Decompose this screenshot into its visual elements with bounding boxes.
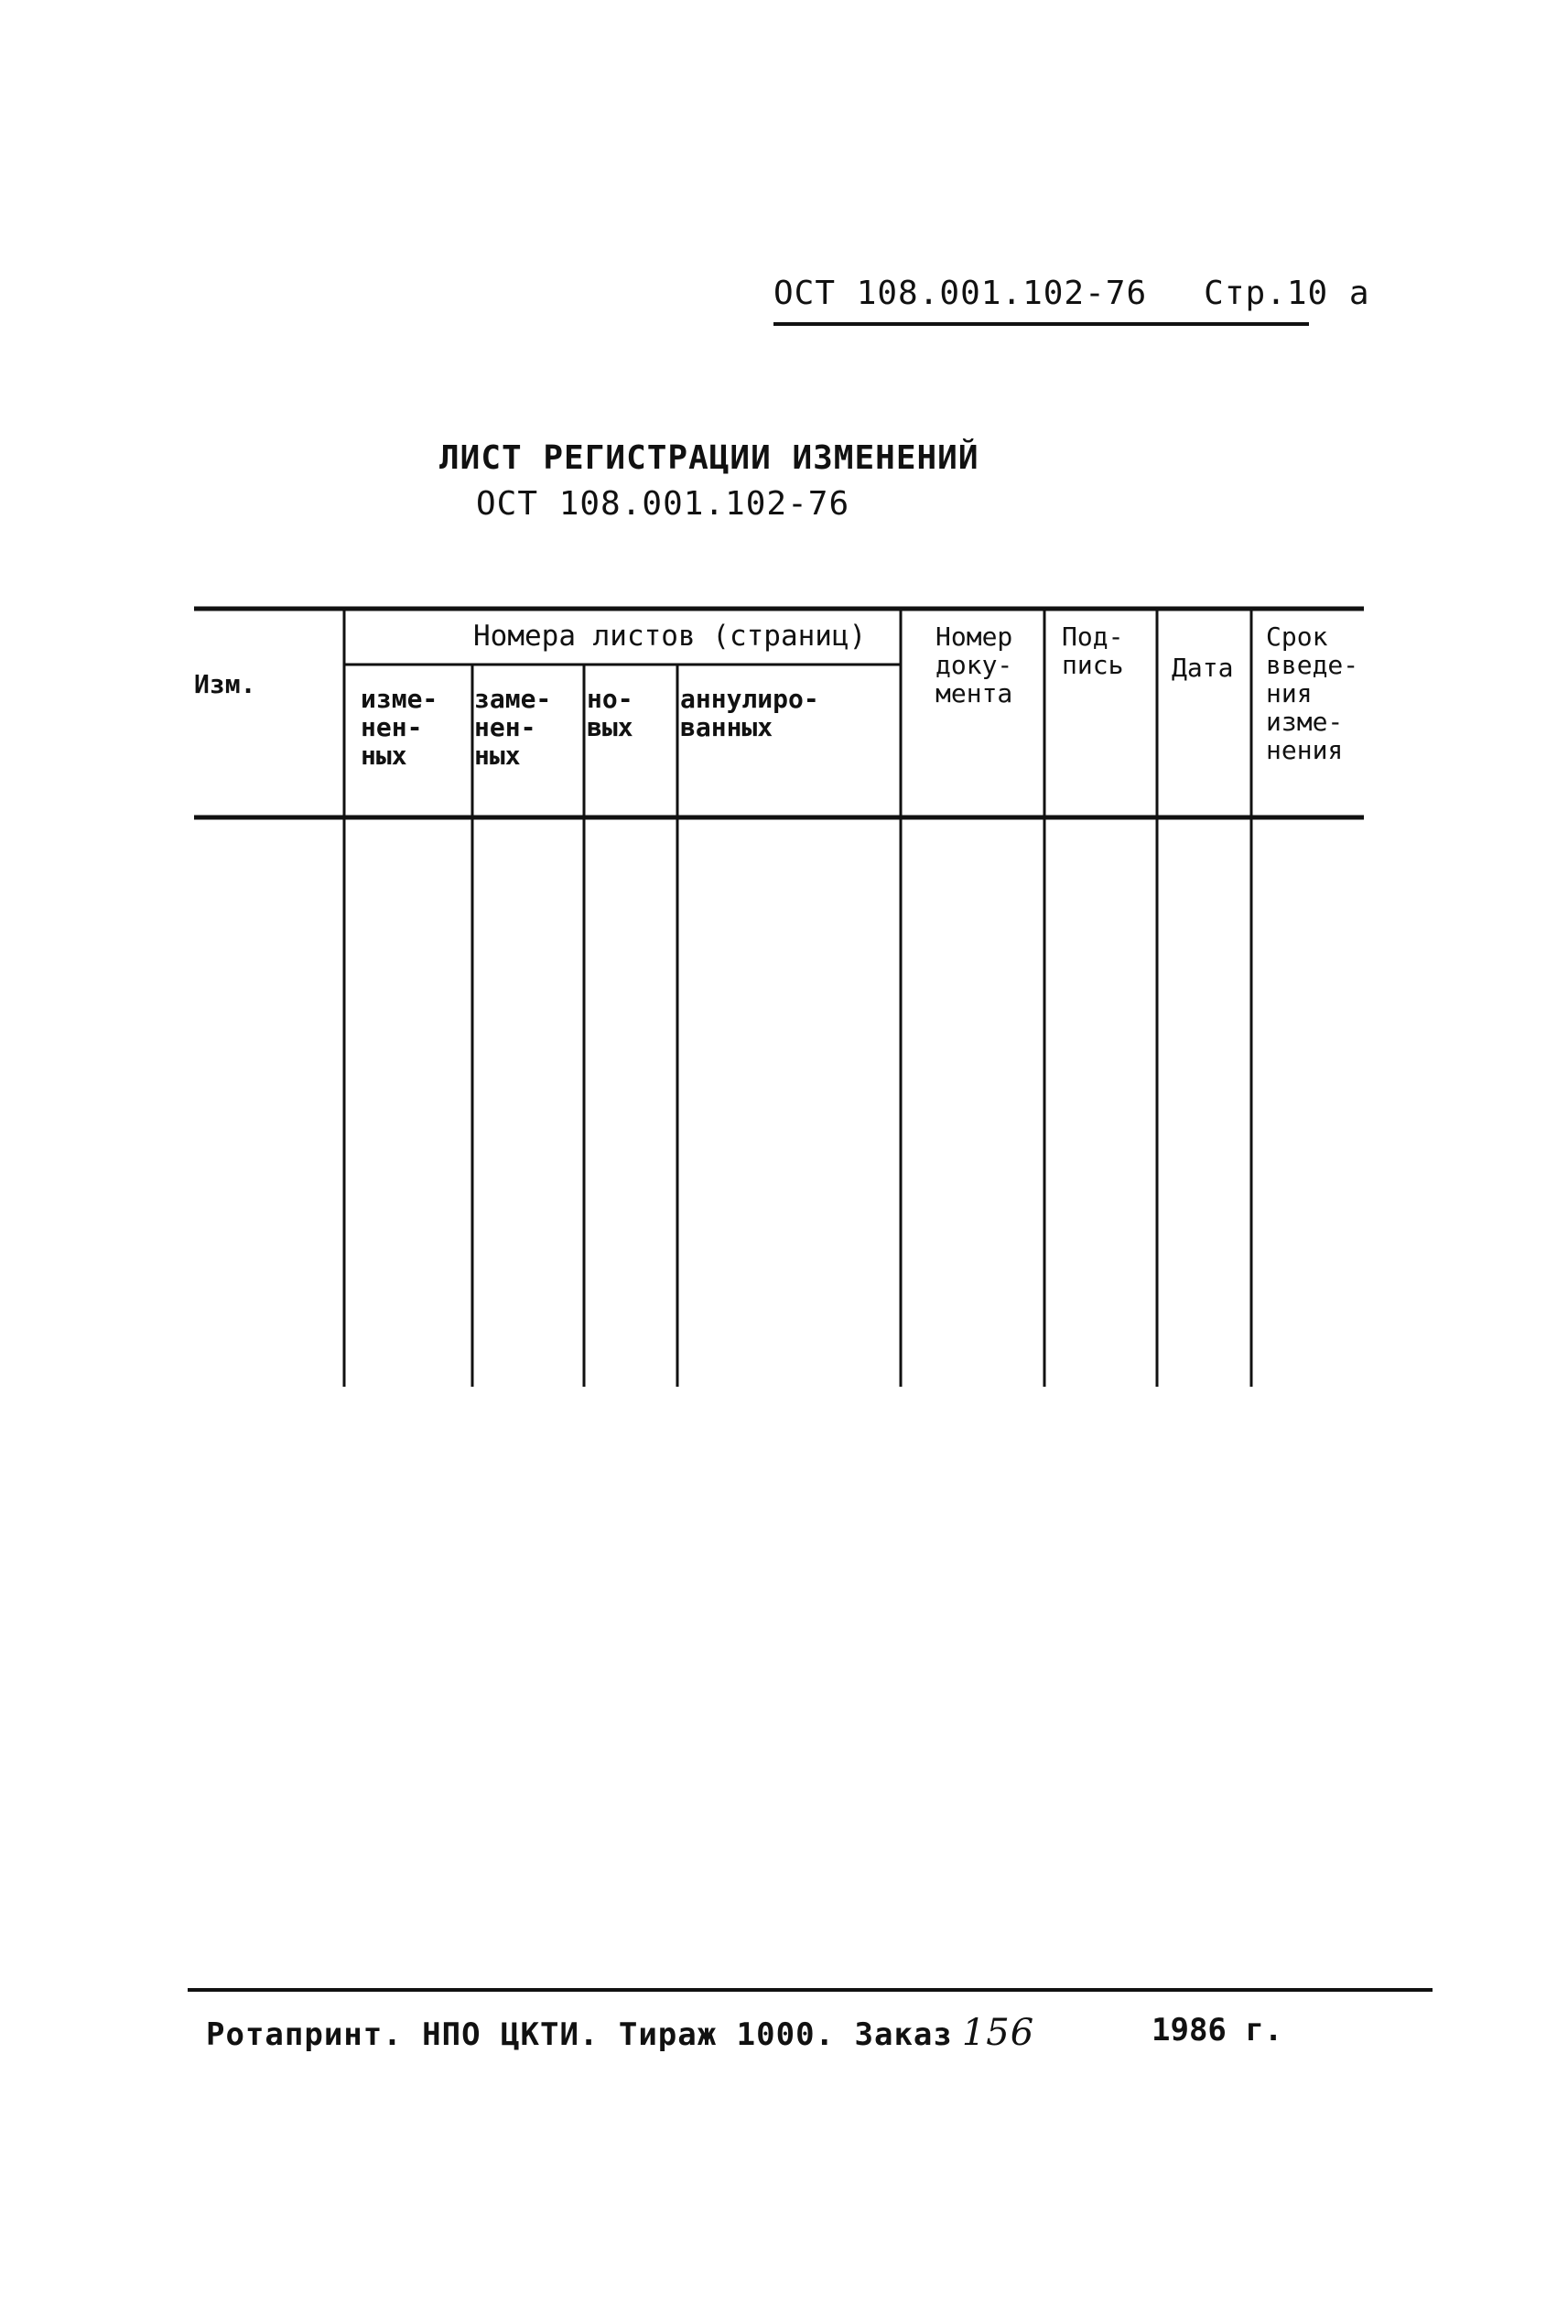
col-new-header: но- вых [587,684,633,742]
col-doc-number-header: Номер доку- мента [935,622,1013,708]
sheets-group-header: Номера листов (страниц) [473,620,867,653]
col-term-header: Срок введе- ния изме- нения [1266,622,1359,765]
col-replaced-header: заме- нен- ных [474,684,552,771]
page-label: Стр.10 а [1204,275,1370,312]
footer-year: 1986 г. [1152,2012,1283,2048]
col-changed-header: изме- нен- ных [361,684,438,771]
header-rule [773,322,1309,326]
col-annulled-header: аннулиро- ванных [680,684,819,742]
footer-imprint [206,2012,1034,2054]
page-subtitle: ОСТ 108.001.102-76 [476,485,850,523]
col-date-header: Дата [1172,653,1234,683]
col-signature-header: Под- пись [1062,622,1124,680]
imprint-text: Ротапринт. НПО ЦКТИ. Тираж 1000. Заказ [206,2016,953,2053]
footer-rule [188,1988,1433,1992]
document-code: ОСТ 108.001.102-76 [773,275,1148,312]
col-change-header: Изм. [194,669,256,699]
document-header [773,275,1370,312]
order-number: 156 [961,2012,1035,2054]
page-title: ЛИСТ РЕГИСТРАЦИИ ИЗМЕНЕНИЙ [439,439,979,477]
